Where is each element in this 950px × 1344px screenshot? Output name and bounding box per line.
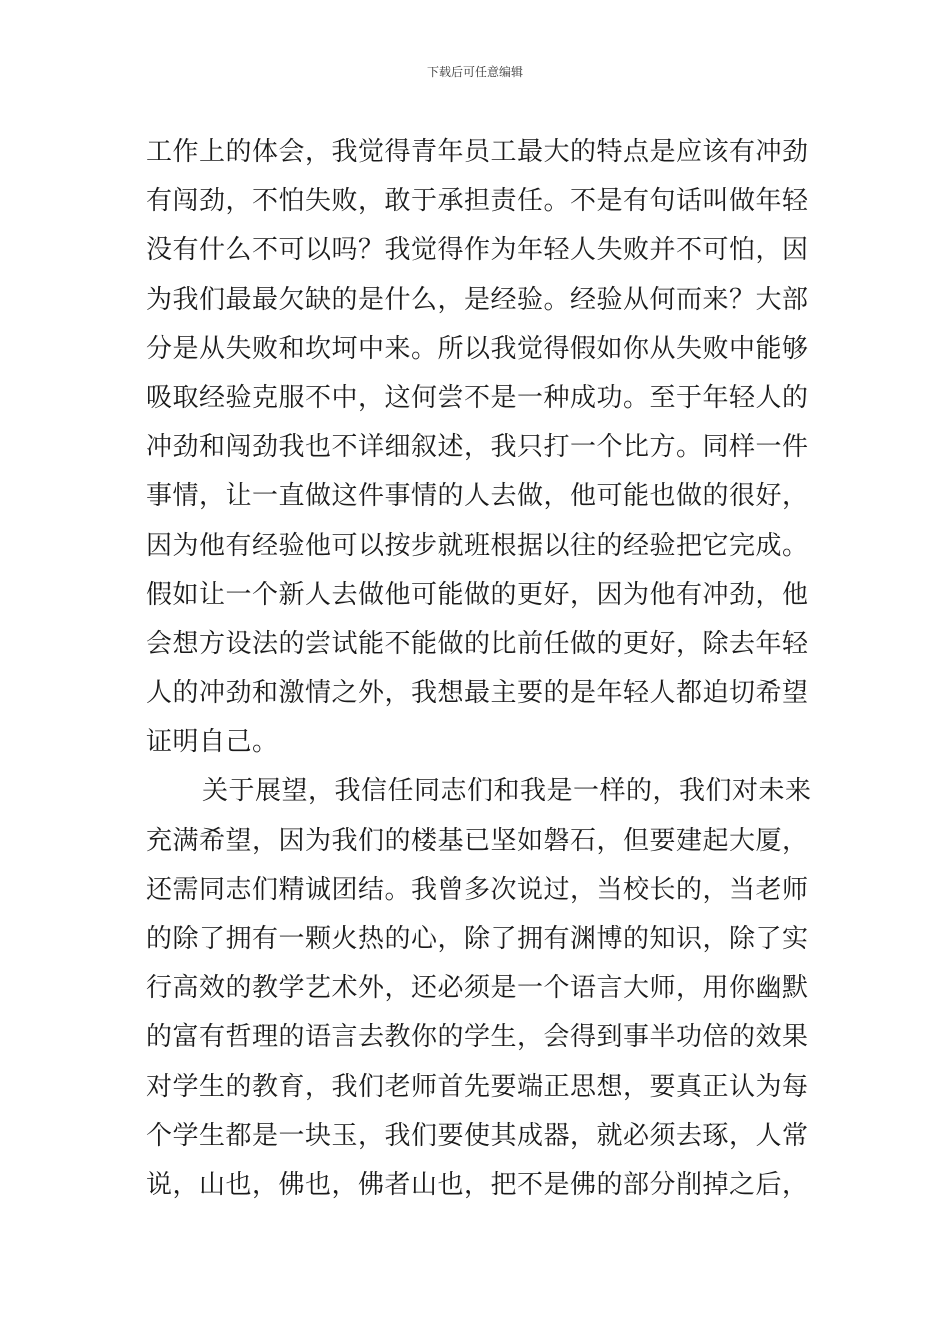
text-line: 有闯劲，不怕失败，敢于承担责任。不是有句话叫做年轻 xyxy=(146,186,809,217)
text-line: 假如让一个新人去做他可能做的更好，因为他有冲劲，他 xyxy=(146,579,809,610)
text-line: 的富有哲理的语言去教你的学生，会得到事半功倍的效果 xyxy=(146,1022,809,1053)
paragraph-2 xyxy=(146,767,810,1210)
text-line: 个学生都是一块玉，我们要使其成器，就必须去琢，人常 xyxy=(146,1120,809,1151)
text-line: 说，山也，佛也，佛者山也，把不是佛的部分削掉之后， xyxy=(146,1169,809,1200)
body-text xyxy=(146,128,810,1210)
text-line: 充满希望，因为我们的楼基已坚如磐石，但要建起大厦， xyxy=(146,825,809,856)
paragraph-1 xyxy=(146,128,810,767)
text-line: 会想方设法的尝试能不能做的比前任做的更好，除去年轻 xyxy=(146,628,809,659)
text-line: 事情，让一直做这件事情的人去做，他可能也做的很好， xyxy=(146,481,809,512)
text-line: 吸取经验克服不中，这何尝不是一种成功。至于年轻人的 xyxy=(146,382,809,413)
page-header: 下载后可任意编辑 xyxy=(426,65,523,79)
text-line: 为我们最最欠缺的是什么，是经验。经验从何而来？大部 xyxy=(146,284,809,315)
text-line: 行高效的教学艺术外，还必须是一个语言大师，用你幽默 xyxy=(146,973,809,1004)
text-line: 关于展望，我信任同志们和我是一样的，我们对未来 xyxy=(202,776,812,807)
text-line: 因为他有经验他可以按步就班根据以往的经验把它完成。 xyxy=(146,530,809,561)
text-line: 还需同志们精诚团结。我曾多次说过，当校长的，当老师 xyxy=(146,874,809,905)
text-line: 人的冲劲和激情之外，我想最主要的是年轻人都迫切希望 xyxy=(146,678,809,709)
text-line: 分是从失败和坎坷中来。所以我觉得假如你从失败中能够 xyxy=(146,333,809,364)
text-line: 证明自己。 xyxy=(146,727,279,758)
text-line: 没有什么不可以吗？我觉得作为年轻人失败并不可怕，因 xyxy=(146,235,809,266)
text-line: 冲劲和闯劲我也不详细叙述，我只打一个比方。同样一件 xyxy=(146,432,809,463)
text-line: 的除了拥有一颗火热的心，除了拥有渊博的知识，除了实 xyxy=(146,924,809,954)
text-line: 对学生的教育，我们老师首先要端正思想，要真正认为每 xyxy=(146,1071,809,1102)
text-line: 工作上的体会，我觉得青年员工最大的特点是应该有冲劲 xyxy=(146,137,809,167)
